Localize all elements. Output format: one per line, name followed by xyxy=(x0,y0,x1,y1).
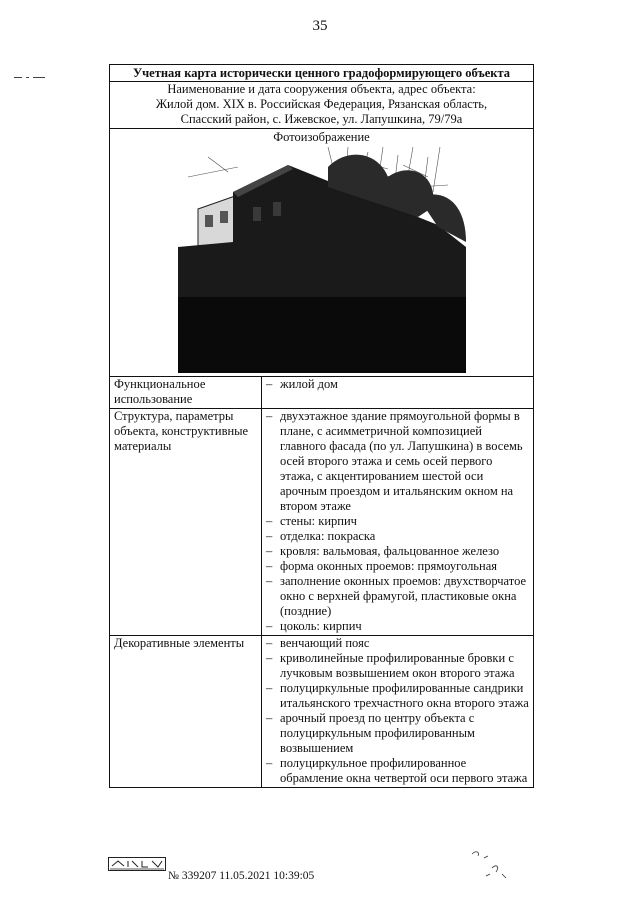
name-header: Наименование и дата сооружения объекта, адрес объекта: xyxy=(167,82,476,96)
list-item: – полуциркульное профилированное обрамление окна четвертой оси первого этажа xyxy=(266,756,528,785)
record-card xyxy=(109,64,534,788)
row-label: Структура, параметры объекта, конструктивные материалы xyxy=(110,409,262,635)
dash-mark: – xyxy=(266,756,273,770)
dash-mark: – xyxy=(266,651,273,665)
margin-mark xyxy=(14,68,48,70)
row-functional-use xyxy=(110,376,533,408)
dash-mark: – xyxy=(266,544,273,558)
list-item: – отделка: покраска xyxy=(266,529,376,543)
list-item: – венчающий пояс xyxy=(266,636,370,650)
dash-mark: – xyxy=(266,409,273,423)
row-decorative xyxy=(110,635,533,787)
list-item: – двухэтажное здание прямоугольной формы в плане, с асимметричной композицией главного фасада (по ул. Лапушкина) в восемь осей второго этажа и семь осей первого этажа, с акцентированием шестой оси арочным проездом и итальянским окном на втором этаже xyxy=(266,409,523,513)
dash-mark: – xyxy=(266,711,273,725)
list-item: – стены: кирпич xyxy=(266,514,357,528)
photo-label: Фотоизображение xyxy=(273,130,370,144)
card-title: Учетная карта исторически ценного градоформирующего объекта xyxy=(132,66,511,80)
building-photo xyxy=(178,147,466,373)
object-name-block xyxy=(110,81,533,128)
dash-mark: – xyxy=(266,574,273,588)
row-values xyxy=(262,636,533,787)
list-item: – жилой дом xyxy=(266,377,338,391)
list-item: – кровля: вальмовая, фальцованное железо xyxy=(266,544,500,558)
row-structure xyxy=(110,408,533,635)
handwritten-mark xyxy=(466,848,514,886)
dash-mark: – xyxy=(266,559,273,573)
dash-mark: – xyxy=(266,529,273,543)
list-item: – цоколь: кирпич xyxy=(266,619,362,633)
page-number: 35 xyxy=(312,18,328,34)
dash-mark: – xyxy=(266,377,273,391)
dash-mark: – xyxy=(266,681,273,695)
stamp-logo xyxy=(108,857,166,871)
list-item: – криволинейные профилированные бровки с лучковым возвышением окон второго этажа xyxy=(266,651,515,680)
dash-mark: – xyxy=(266,619,273,633)
name-line-2: Спасский район, с. Ижевское, ул. Лапушкина, 79/79а xyxy=(180,112,463,126)
row-values xyxy=(262,377,533,408)
list-item: – заполнение оконных проемов: двухстворчатое окно с верхней фрамугой, пластиковые окна (поздние) xyxy=(266,574,527,618)
row-values xyxy=(262,409,533,635)
row-label: Декоративные элементы xyxy=(110,636,262,787)
row-label: Функциональное использование xyxy=(110,377,262,408)
list-item: – форма оконных проемов: прямоугольная xyxy=(266,559,497,573)
photo-block xyxy=(110,128,533,376)
document-number: № 339207 11.05.2021 10:39:05 xyxy=(168,870,315,882)
name-line-1: Жилой дом. XIX в. Российская Федерация, Рязанская область, xyxy=(155,97,488,111)
dash-mark: – xyxy=(266,514,273,528)
list-item: – арочный проезд по центру объекта с полуциркульным профилированным возвышением xyxy=(266,711,475,755)
dash-mark: – xyxy=(266,636,273,650)
list-item: – полуциркульные профилированные сандрики итальянского трехчастного окна второго этажа xyxy=(266,681,529,710)
